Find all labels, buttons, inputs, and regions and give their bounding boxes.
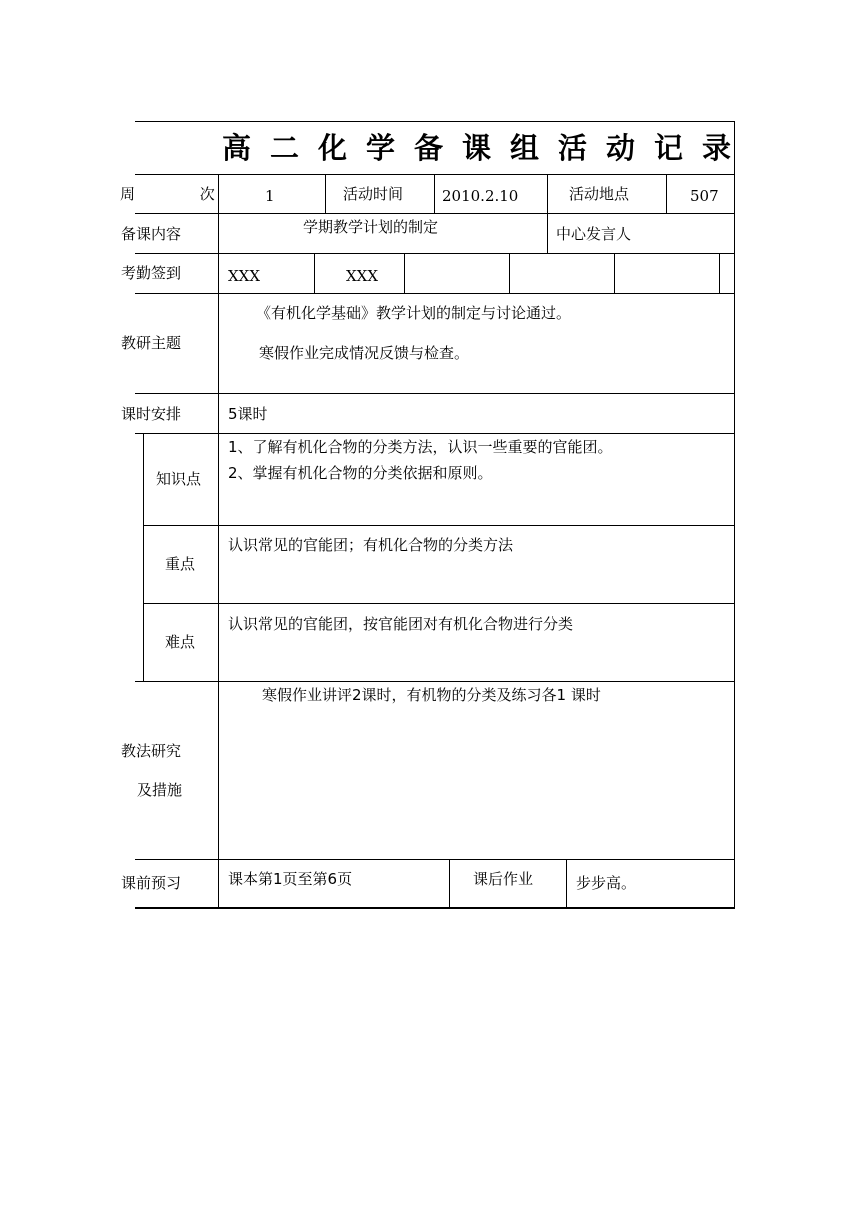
activity-time-value: 2010.2.10 (442, 187, 519, 205)
attendance-name: XXX (346, 267, 379, 285)
methods-label-line2: 及措施 (137, 781, 183, 799)
topic-line2: 寒假作业完成情况反馈与检查。 (259, 344, 470, 362)
key-points-label: 重点 (165, 555, 196, 573)
col-divider (434, 174, 435, 213)
row-divider (135, 681, 735, 682)
row-divider (135, 433, 735, 434)
preview-label: 课前预习 (121, 874, 182, 892)
table-border-top (135, 121, 735, 122)
week-value: 1 (265, 187, 275, 205)
col-divider (566, 859, 567, 907)
row-divider (135, 174, 735, 175)
homework-label: 课后作业 (473, 870, 534, 888)
row-divider (135, 213, 735, 214)
methods-label-line1: 教法研究 (121, 742, 182, 760)
topic-label: 教研主题 (121, 334, 182, 352)
row-divider (143, 603, 735, 604)
col-divider (547, 174, 548, 253)
attendance-label: 考勤签到 (121, 264, 182, 282)
activity-place-value: 507 (690, 187, 719, 205)
col-divider (449, 859, 450, 907)
row-divider (135, 293, 735, 294)
activity-time-label: 活动时间 (343, 185, 404, 203)
col-divider (325, 174, 326, 213)
speaker-label: 中心发言人 (556, 225, 632, 243)
table-border-bottom (135, 907, 735, 909)
knowledge-line2: 2、掌握有机化合物的分类依据和原则。 (228, 464, 493, 482)
attendance-name: XXX (228, 267, 261, 285)
knowledge-line1: 1、了解有机化合物的分类方法，认识一些重要的官能团。 (228, 438, 613, 456)
row-divider (135, 393, 735, 394)
page-title: 高二化学备课组活动记录 (222, 131, 751, 165)
content-value: 学期教学计划的制定 (303, 218, 439, 236)
table-border-right (734, 121, 735, 908)
hours-value: 5课时 (228, 405, 268, 423)
topic-line1: 《有机化学基础》教学计划的制定与讨论通过。 (256, 304, 572, 322)
col-divider (314, 253, 315, 293)
col-divider (218, 174, 219, 907)
col-divider (666, 174, 667, 213)
col-divider (509, 253, 510, 293)
row-divider (135, 253, 735, 254)
col-divider (404, 253, 405, 293)
content-label: 备课内容 (121, 225, 182, 243)
methods-value: 寒假作业讲评2课时，有机物的分类及练习各1 课时 (262, 686, 601, 704)
knowledge-label: 知识点 (156, 470, 202, 488)
preview-value: 课本第1页至第6页 (228, 870, 353, 888)
col-divider (719, 253, 720, 293)
col-divider (614, 253, 615, 293)
difficult-points-value: 认识常见的官能团，按官能团对有机化合物进行分类 (228, 615, 574, 633)
activity-place-label: 活动地点 (569, 185, 630, 203)
week-label: 周 次 (120, 185, 245, 203)
difficult-points-label: 难点 (165, 633, 196, 651)
homework-value: 步步高。 (576, 874, 637, 892)
col-divider (143, 433, 144, 681)
hours-label: 课时安排 (121, 405, 182, 423)
key-points-value: 认识常见的官能团；有机化合物的分类方法 (228, 536, 514, 554)
row-divider (143, 525, 735, 526)
row-divider (135, 859, 735, 860)
